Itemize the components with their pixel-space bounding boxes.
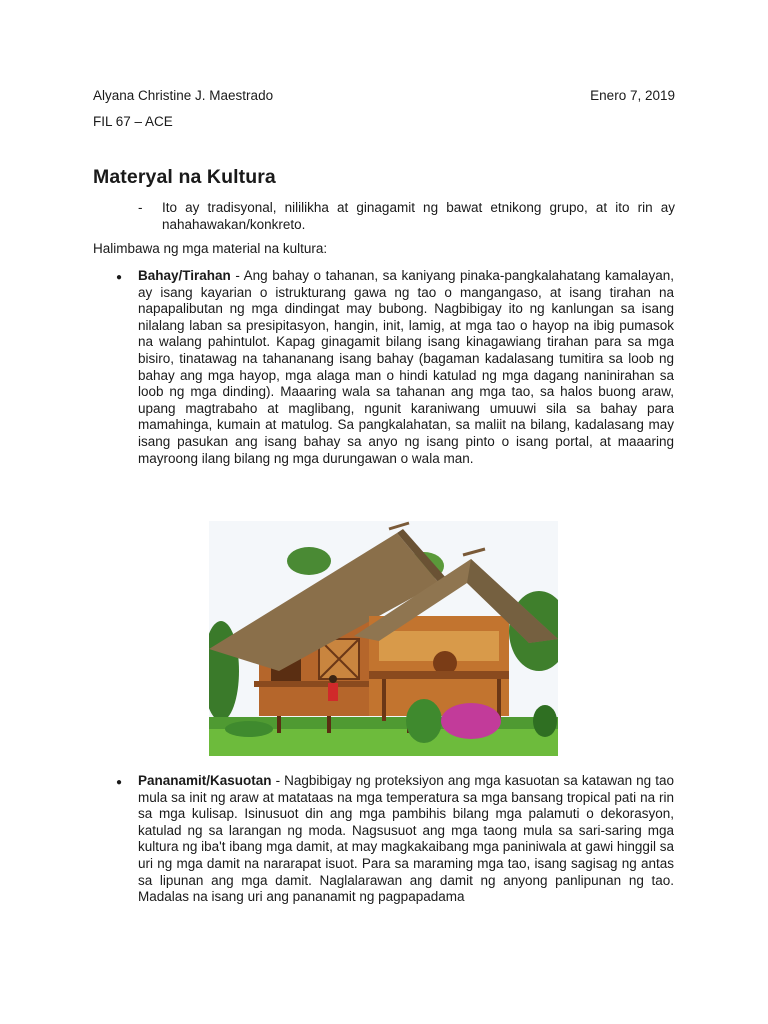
bahay-kubo-image [209, 521, 558, 756]
examples-intro: Halimbawa ng mga material na kultura: [93, 241, 328, 256]
document-title: Materyal na Kultura [93, 166, 276, 188]
course-code: FIL 67 – ACE [93, 114, 173, 129]
bullet-icon: ● [116, 272, 123, 283]
house-illustration [209, 521, 558, 756]
bullet-icon: ● [116, 777, 123, 788]
item-term: Bahay/Tirahan [138, 268, 231, 283]
list-item-pananamit [116, 773, 675, 906]
definition-text: Ito ay tradisyonal, nililikha at ginagamit ng bawat etnikong grupo, at ito rin ay nahahawakan/konkreto. [162, 200, 675, 232]
author-name: Alyana Christine J. Maestrado [93, 88, 274, 103]
item-description: Ang bahay o tahanan, sa kaniyang pinaka-pangkalahatang kamalayan, ay isang kayarian o istrukturang gawa ng tao o mangangaso, at isang tirahan na napapalibutan ng mga dindingat may bubong. Nagbibigay ito ng kanlungan sa isang nilalang laban sa presipitasyon, hangin, init, lamig, at mga tao o hayop na ibig pumasok na walang pahintulot. Kapag ginagamit bilang isang kinagawiang tirahan para sa mga bisiro, tinatawag na tahananang isang bahay (bagaman kadalasang tumitira sa loob ng bahay ang mga hayop, mga alaga man o hindi katulad ng mga dagang naninirahan sa loob ng mga dinding). Maaaring wala sa tahanan ang mga tao, sa halos buong araw, upang magtrabaho at maglibang, ngunit karaniwang umuuwi sila sa bahay para mamahinga, kumain at matulog. Sa pangkalahatan, sa maliit na bilang, kadalasang may isang pasukan ang isang bahay sa anyo ng isang pinto o isang portal, at maaaring mayroong ilang bilang ng mga durungawan o wala man. [138, 268, 674, 466]
dash-marker: - [138, 200, 143, 215]
author-date-row [93, 88, 675, 103]
item-separator: - [230, 268, 244, 283]
document-date: Enero 7, 2019 [590, 88, 675, 103]
definition-item [140, 199, 675, 233]
item-separator: - [271, 773, 285, 788]
list-item-bahay [116, 268, 674, 467]
item-term: Pananamit/Kasuotan [138, 773, 272, 788]
item-description: Nagbibigay ng proteksiyon ang mga kasuotan sa katawan ng tao mula sa init ng araw at matataas na mga temperatura sa mga bansang tropical pati na rin sa mga kulisap. Isinusuot din ang mga pambihis bilang mga palamuti o dekorasyon, katulad ng sa larangan ng moda. Nagsusuot ang mga taong mula sa sari-saring mga kultura ng iba't ibang mga damit, at may magkakaibang mga paniniwala at gawi hinggil sa uri ng mga damit na nararapat isuot. Para sa maraming mga tao, isang sagisag ng antas sa lipunan ang mga damit. Naglalarawan ang damit ng anyong panlipunan ng tao. Madalas na isang uri ang pananamit ng pagpapadama [138, 773, 675, 905]
